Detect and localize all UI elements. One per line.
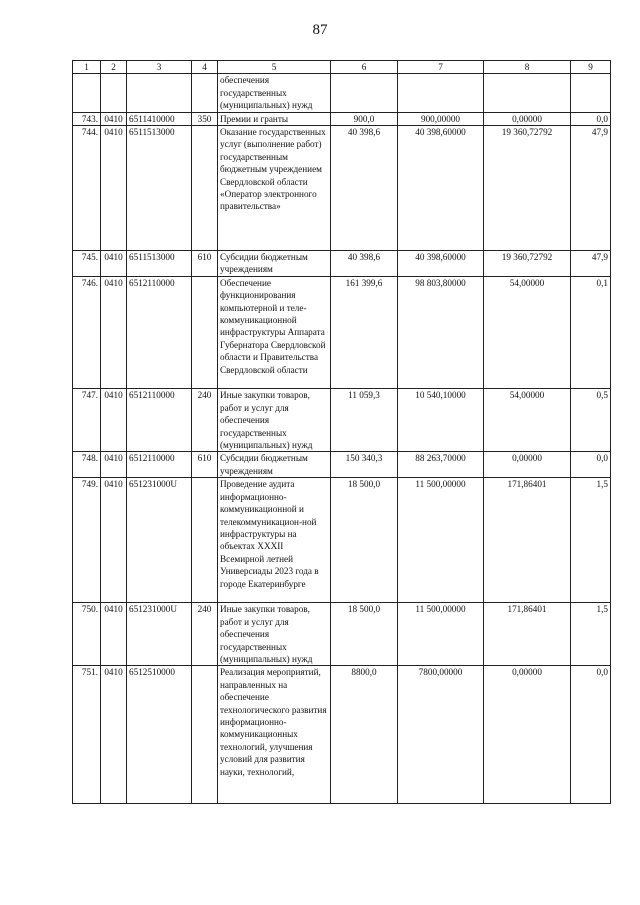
percent-executed-cell: 0,1 <box>571 276 611 389</box>
percent-executed-cell: 0,0 <box>571 452 611 478</box>
target-article-cell: 651231000U <box>127 478 192 603</box>
column-header: 2 <box>101 61 127 74</box>
section-code-cell: 0410 <box>101 389 127 452</box>
row-number-cell: 747. <box>73 389 101 452</box>
column-header: 5 <box>218 61 331 74</box>
table-row <box>73 666 611 803</box>
approved-amount-cell: 88 263,70000 <box>398 452 484 478</box>
target-article-cell: 6512110000 <box>127 389 192 452</box>
column-header: 4 <box>192 61 218 74</box>
row-number-cell: 746. <box>73 276 101 389</box>
percent-executed-cell: 0,0 <box>571 666 611 803</box>
table-row <box>73 126 611 251</box>
approved-amount-cell: 11 500,00000 <box>398 603 484 666</box>
section-code-cell: 0410 <box>101 452 127 478</box>
planned-amount-cell: 8800,0 <box>331 666 398 803</box>
section-code-cell: 0410 <box>101 666 127 803</box>
expense-type-cell: 240 <box>192 389 218 452</box>
executed-amount-cell: 19 360,72792 <box>484 126 571 251</box>
item-name-cell: Проведение аудита информационно-коммуникационной и телекоммуникацион-ной инфраструктуры на объектах XXXII Всемирной летней Универсиады 2023 года в городе Екатеринбурге <box>218 478 331 603</box>
row-number-cell: 745. <box>73 251 101 277</box>
percent-executed-cell: 0,0 <box>571 112 611 125</box>
item-name-cell: Оказание государственных услуг (выполнение работ) государственным бюджетным учреждением Свердловской области «Оператор электронного правительства» <box>218 126 331 251</box>
executed-amount-cell: 171,86401 <box>484 478 571 603</box>
table-header-row <box>73 61 611 74</box>
column-header: 7 <box>398 61 484 74</box>
row-number-cell: 751. <box>73 666 101 803</box>
section-code-cell: 0410 <box>101 478 127 603</box>
approved-amount-cell <box>398 74 484 112</box>
section-code-cell: 0410 <box>101 251 127 277</box>
table-row <box>73 276 611 389</box>
planned-amount-cell: 40 398,6 <box>331 251 398 277</box>
budget-table <box>72 60 611 804</box>
target-article-cell: 6512110000 <box>127 452 192 478</box>
executed-amount-cell: 0,00000 <box>484 666 571 803</box>
column-header: 8 <box>484 61 571 74</box>
target-article-cell: 6511513000 <box>127 251 192 277</box>
row-number-cell: 743. <box>73 112 101 125</box>
planned-amount-cell: 150 340,3 <box>331 452 398 478</box>
approved-amount-cell: 10 540,10000 <box>398 389 484 452</box>
item-name-cell: Реализация мероприятий, направленных на обеспечение технологического развития информационно-коммуникационных технологий, улучшения условий для развития науки, технологий, <box>218 666 331 803</box>
table-row <box>73 251 611 277</box>
table-row <box>73 478 611 603</box>
section-code-cell: 0410 <box>101 603 127 666</box>
executed-amount-cell: 0,00000 <box>484 452 571 478</box>
percent-executed-cell: 1,5 <box>571 603 611 666</box>
approved-amount-cell: 900,00000 <box>398 112 484 125</box>
percent-executed-cell: 1,5 <box>571 478 611 603</box>
approved-amount-cell: 98 803,80000 <box>398 276 484 389</box>
target-article-cell: 6511513000 <box>127 126 192 251</box>
target-article-cell: 6512510000 <box>127 666 192 803</box>
row-number-cell: 748. <box>73 452 101 478</box>
section-code-cell: 0410 <box>101 276 127 389</box>
item-name-cell: Субсидии бюджетным учреждениям <box>218 452 331 478</box>
planned-amount-cell: 40 398,6 <box>331 126 398 251</box>
planned-amount-cell: 900,0 <box>331 112 398 125</box>
table-row <box>73 112 611 125</box>
section-code-cell <box>101 74 127 112</box>
item-name-cell: Премии и гранты <box>218 112 331 125</box>
row-number-cell <box>73 74 101 112</box>
expense-type-cell: 350 <box>192 112 218 125</box>
table-row <box>73 389 611 452</box>
expense-type-cell: 240 <box>192 603 218 666</box>
expense-type-cell <box>192 276 218 389</box>
expense-type-cell: 610 <box>192 251 218 277</box>
percent-executed-cell: 0,5 <box>571 389 611 452</box>
row-number-cell: 749. <box>73 478 101 603</box>
item-name-cell: Субсидии бюджетным учреждениям <box>218 251 331 277</box>
percent-executed-cell <box>571 74 611 112</box>
row-number-cell: 750. <box>73 603 101 666</box>
executed-amount-cell: 19 360,72792 <box>484 251 571 277</box>
percent-executed-cell: 47,9 <box>571 126 611 251</box>
expense-type-cell <box>192 126 218 251</box>
approved-amount-cell: 7800,00000 <box>398 666 484 803</box>
executed-amount-cell: 54,00000 <box>484 276 571 389</box>
planned-amount-cell: 18 500,0 <box>331 478 398 603</box>
column-header: 9 <box>571 61 611 74</box>
planned-amount-cell: 161 399,6 <box>331 276 398 389</box>
planned-amount-cell: 11 059,3 <box>331 389 398 452</box>
expense-type-cell <box>192 478 218 603</box>
column-header: 6 <box>331 61 398 74</box>
expense-type-cell <box>192 74 218 112</box>
target-article-cell <box>127 74 192 112</box>
percent-executed-cell: 47,9 <box>571 251 611 277</box>
approved-amount-cell: 11 500,00000 <box>398 478 484 603</box>
item-name-cell: обеспечения государственных (муниципальных) нужд <box>218 74 331 112</box>
section-code-cell: 0410 <box>101 112 127 125</box>
executed-amount-cell: 54,00000 <box>484 389 571 452</box>
target-article-cell: 6512110000 <box>127 276 192 389</box>
item-name-cell: Обеспечение функционирования компьютерной и теле-коммуникационной инфраструктуры Аппарата Губернатора Свердловской области и Правительства Свердловской области <box>218 276 331 389</box>
target-article-cell: 651231000U <box>127 603 192 666</box>
row-number-cell: 744. <box>73 126 101 251</box>
approved-amount-cell: 40 398,60000 <box>398 126 484 251</box>
executed-amount-cell: 171,86401 <box>484 603 571 666</box>
section-code-cell: 0410 <box>101 126 127 251</box>
executed-amount-cell: 0,00000 <box>484 112 571 125</box>
approved-amount-cell: 40 398,60000 <box>398 251 484 277</box>
expense-type-cell: 610 <box>192 452 218 478</box>
item-name-cell: Иные закупки товаров, работ и услуг для обеспечения государственных (муниципальных) нужд <box>218 389 331 452</box>
target-article-cell: 6511410000 <box>127 112 192 125</box>
table-row <box>73 452 611 478</box>
planned-amount-cell: 18 500,0 <box>331 603 398 666</box>
planned-amount-cell <box>331 74 398 112</box>
expense-type-cell <box>192 666 218 803</box>
page-number: 87 <box>312 22 328 38</box>
item-name-cell: Иные закупки товаров, работ и услуг для обеспечения государственных (муниципальных) нужд <box>218 603 331 666</box>
executed-amount-cell <box>484 74 571 112</box>
column-header: 3 <box>127 61 192 74</box>
table-row <box>73 603 611 666</box>
table-row <box>73 74 611 112</box>
column-header: 1 <box>73 61 101 74</box>
